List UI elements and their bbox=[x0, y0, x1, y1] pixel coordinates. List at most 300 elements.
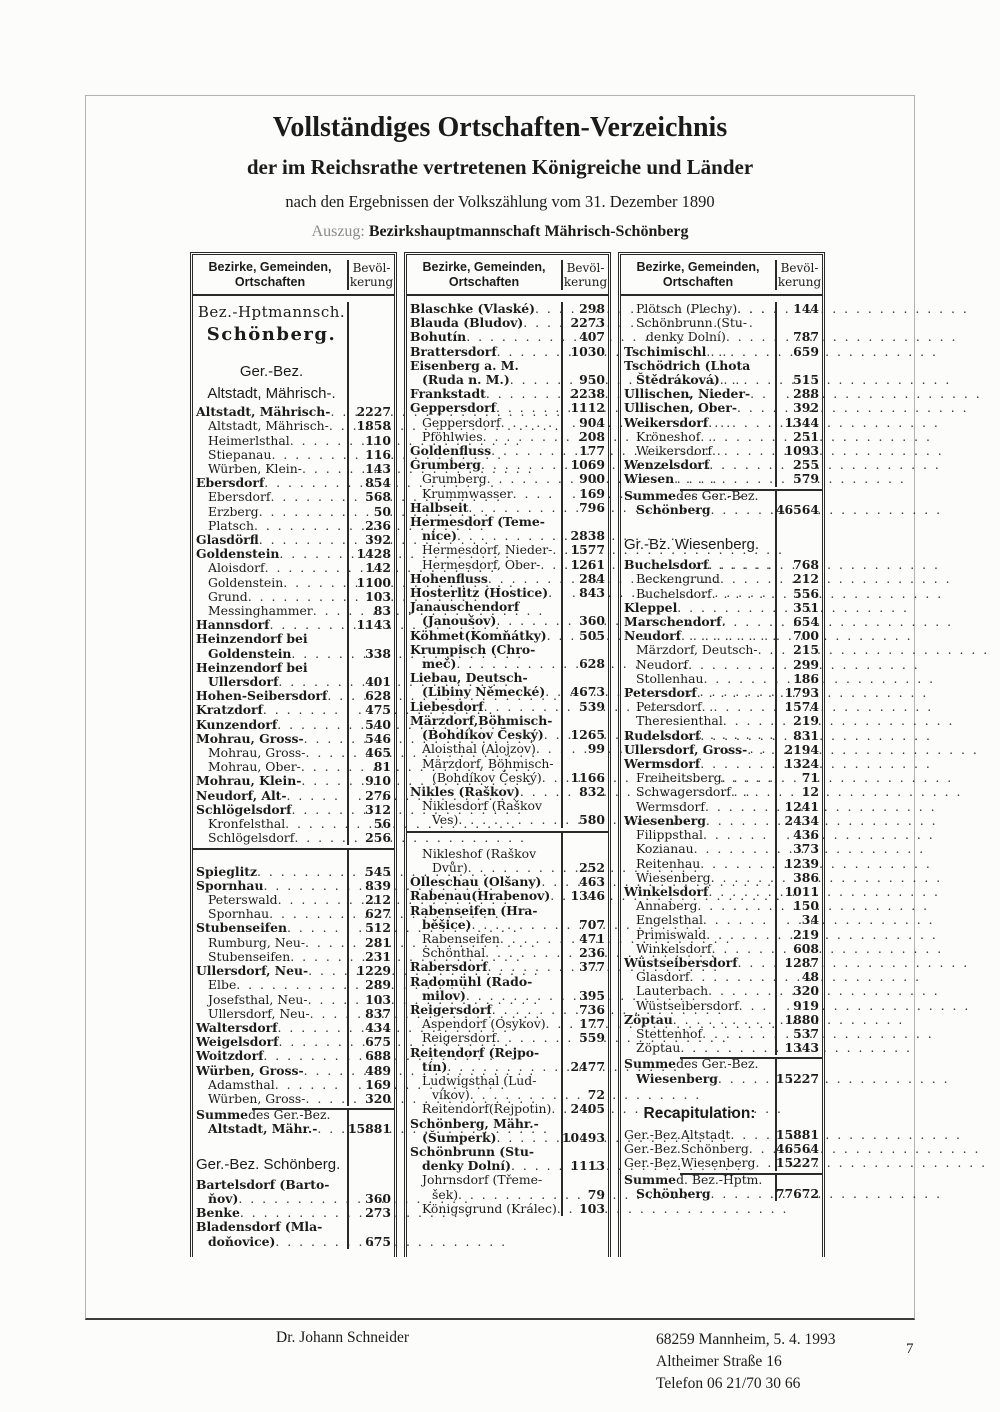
place-name-cell bbox=[193, 462, 347, 476]
element bbox=[422, 430, 561, 444]
table-row bbox=[407, 643, 608, 671]
dot-leader bbox=[704, 672, 936, 686]
place-name: Stiepanau bbox=[208, 446, 272, 462]
place-name: Liebesdorf bbox=[410, 698, 484, 714]
column-header bbox=[193, 255, 394, 296]
place-name-cell bbox=[621, 885, 775, 899]
table-row bbox=[193, 1092, 394, 1106]
dot-leader bbox=[738, 956, 970, 970]
table-row bbox=[621, 814, 822, 828]
table-row bbox=[407, 359, 608, 387]
table-column bbox=[618, 252, 825, 1257]
dot-leader bbox=[708, 984, 940, 998]
place-name-cell bbox=[407, 401, 561, 415]
table-row bbox=[193, 547, 394, 561]
table-row bbox=[621, 828, 822, 842]
element bbox=[193, 361, 347, 383]
element bbox=[624, 686, 775, 700]
table-row bbox=[621, 472, 822, 486]
place-name-cell bbox=[407, 714, 561, 742]
place-name-cell bbox=[621, 956, 775, 970]
place-name-cell bbox=[193, 405, 347, 419]
table-row bbox=[193, 561, 394, 575]
table-row bbox=[193, 718, 394, 732]
place-name-cell bbox=[621, 345, 775, 359]
place-name-cell bbox=[193, 1007, 347, 1021]
table-row bbox=[621, 785, 822, 799]
place-name: Pföhlwies bbox=[422, 428, 483, 444]
table-row bbox=[193, 964, 394, 978]
place-name: (Libiny Německé) bbox=[422, 684, 546, 700]
element bbox=[636, 842, 775, 856]
element bbox=[636, 1041, 775, 1055]
table-row bbox=[407, 1003, 608, 1017]
place-name-cell bbox=[193, 1092, 347, 1106]
table-row bbox=[193, 618, 394, 632]
excerpt-line bbox=[86, 222, 914, 241]
place-name-cell bbox=[621, 999, 775, 1013]
population-value: 273 bbox=[365, 1205, 391, 1221]
population-value: 392 bbox=[793, 400, 819, 416]
table-row bbox=[621, 700, 822, 714]
table-row bbox=[193, 590, 394, 604]
place-name-cell bbox=[621, 984, 775, 998]
table-body bbox=[407, 296, 608, 1257]
place-name-cell bbox=[407, 430, 561, 444]
population-value: 77672 bbox=[775, 1185, 819, 1201]
place-name-cell bbox=[193, 950, 347, 964]
table-row bbox=[621, 729, 822, 743]
place-name: (Bohdíkov Český) bbox=[432, 769, 542, 785]
place-name: Hohenfluss bbox=[410, 570, 488, 586]
table-row bbox=[407, 458, 608, 472]
place-name-cell bbox=[407, 586, 561, 600]
element bbox=[422, 847, 561, 861]
column-header-line: kerung bbox=[777, 275, 822, 289]
place-name-cell bbox=[193, 803, 347, 817]
place-name: Niklesdorf (Raškov bbox=[422, 798, 542, 814]
place-name-cell bbox=[407, 472, 561, 486]
table-row bbox=[407, 472, 608, 486]
section-heading bbox=[193, 361, 394, 383]
place-name: Märzdorf, Böhmisch- bbox=[422, 755, 554, 771]
place-name-cell bbox=[621, 700, 775, 714]
population-value: 608 bbox=[793, 940, 819, 956]
population-value: 208 bbox=[579, 428, 605, 444]
element bbox=[410, 330, 561, 344]
place-name: Liebau, Deutsch- bbox=[410, 670, 528, 686]
place-name-cell bbox=[193, 1021, 347, 1035]
population-value: 252 bbox=[579, 859, 605, 875]
element bbox=[410, 359, 561, 373]
place-name: Theresienthal bbox=[636, 713, 723, 729]
population-value: 407 bbox=[579, 329, 605, 345]
element bbox=[196, 1235, 347, 1249]
place-name: Heimerlsthal bbox=[208, 432, 290, 448]
place-name-cell bbox=[407, 1074, 561, 1102]
table-column bbox=[404, 252, 611, 1257]
element bbox=[636, 928, 775, 942]
dot-leader bbox=[681, 629, 913, 643]
place-name-cell bbox=[193, 1108, 347, 1136]
population-value: 289 bbox=[365, 977, 391, 993]
place-name-cell bbox=[621, 970, 775, 984]
population-value: 231 bbox=[365, 948, 391, 964]
place-name: běšice) bbox=[422, 916, 472, 932]
place-name: Reitendorf(Rejpotin) bbox=[422, 1101, 552, 1117]
dot-leader bbox=[677, 601, 909, 615]
place-name-cell bbox=[407, 799, 561, 827]
population-value: 654 bbox=[793, 614, 819, 630]
place-name-cell bbox=[621, 302, 775, 316]
element bbox=[422, 757, 561, 771]
place-name: Schönberg bbox=[636, 501, 711, 517]
population-value: 177 bbox=[579, 1016, 605, 1032]
element bbox=[193, 850, 347, 864]
place-name: Freiheitsberg bbox=[636, 770, 722, 786]
element: Summe d. Bez.-Hptm. bbox=[624, 1171, 763, 1187]
dot-leader bbox=[747, 743, 979, 757]
table-row bbox=[407, 875, 608, 889]
place-name: Schlögelsdorf bbox=[196, 801, 292, 817]
place-name-cell bbox=[407, 742, 561, 756]
table-row bbox=[407, 1031, 608, 1045]
place-name-cell bbox=[621, 743, 775, 757]
place-name: Würben, Klein- bbox=[208, 461, 302, 476]
place-name: Reitenhau bbox=[636, 855, 701, 871]
place-name: Wiesenberg bbox=[624, 812, 706, 828]
place-name-cell bbox=[193, 978, 347, 992]
element bbox=[636, 771, 775, 785]
table-row bbox=[407, 671, 608, 699]
ortschaften-table bbox=[190, 252, 824, 1257]
place-name-cell bbox=[621, 686, 775, 700]
population-value: 2434 bbox=[784, 812, 819, 828]
place-name-cell bbox=[621, 472, 775, 486]
population-value: 1261 bbox=[570, 556, 605, 572]
place-name-cell bbox=[193, 746, 347, 760]
place-name-cell bbox=[621, 814, 775, 828]
element bbox=[636, 700, 775, 714]
population-value: 688 bbox=[365, 1048, 391, 1064]
population-value: 434 bbox=[365, 1019, 391, 1035]
place-name-cell bbox=[621, 714, 775, 728]
place-name: Wüstseibersdorf bbox=[624, 954, 738, 970]
table-row bbox=[621, 714, 822, 728]
population-value: 392 bbox=[365, 532, 391, 548]
place-name-cell bbox=[621, 913, 775, 927]
table-row bbox=[621, 489, 822, 517]
dot-leader bbox=[680, 1041, 912, 1055]
element bbox=[196, 718, 347, 732]
population-value: 256 bbox=[365, 830, 391, 846]
table-row bbox=[193, 1035, 394, 1049]
place-name-cell bbox=[621, 615, 775, 629]
dot-leader bbox=[720, 373, 952, 387]
section-heading-text: Bez.-Hptmannsch. bbox=[197, 303, 346, 321]
population-value: 212 bbox=[365, 892, 391, 908]
population-value: 537 bbox=[793, 1025, 819, 1041]
table-row bbox=[193, 936, 394, 950]
element bbox=[410, 501, 561, 515]
place-name-cell bbox=[407, 643, 561, 671]
table-row bbox=[193, 1108, 394, 1136]
population-value: 186 bbox=[793, 670, 819, 686]
place-name: Winkelsdorf bbox=[624, 883, 709, 899]
element bbox=[208, 936, 347, 950]
place-name: Buchelsdorf bbox=[636, 585, 712, 601]
population-value: 1241 bbox=[784, 798, 819, 814]
place-name: Schönberg bbox=[636, 1185, 711, 1201]
population-value: 1880 bbox=[784, 1011, 819, 1027]
table-row bbox=[407, 302, 608, 316]
place-name-cell bbox=[407, 359, 561, 387]
table-row bbox=[193, 1007, 394, 1021]
place-name: Lauterbach bbox=[636, 983, 709, 999]
table-row bbox=[193, 817, 394, 831]
place-name-cell bbox=[407, 700, 561, 714]
element bbox=[636, 800, 775, 814]
population-value: 360 bbox=[365, 1190, 391, 1206]
place-name: Primiswald bbox=[636, 926, 707, 942]
place-name: (Bohdíkov Český) bbox=[422, 727, 544, 743]
place-name-cell bbox=[621, 785, 775, 799]
population-value: 489 bbox=[365, 1062, 391, 1078]
element bbox=[410, 529, 561, 543]
population-cell bbox=[347, 383, 394, 405]
population-value: 832 bbox=[579, 783, 605, 799]
dot-leader bbox=[709, 458, 941, 472]
dot-leader bbox=[700, 729, 932, 743]
page-border bbox=[85, 95, 915, 1392]
element bbox=[196, 1021, 347, 1035]
place-name: tín) bbox=[422, 1058, 448, 1074]
table-row bbox=[193, 604, 394, 618]
dot-leader bbox=[705, 800, 937, 814]
table-row bbox=[621, 558, 822, 572]
population-value: 839 bbox=[365, 877, 391, 893]
place-name: Würben, Gross- bbox=[196, 1062, 304, 1078]
place-name-cell bbox=[193, 1064, 347, 1078]
population-value: 1239 bbox=[784, 855, 819, 871]
population-value: 143 bbox=[365, 461, 391, 476]
section-heading-text: Schönberg. bbox=[206, 324, 337, 345]
place-name-cell bbox=[407, 1017, 561, 1031]
population-value: 1346 bbox=[570, 888, 605, 904]
element bbox=[624, 1187, 775, 1201]
element bbox=[624, 503, 775, 517]
dot-leader bbox=[706, 345, 938, 359]
population-cell bbox=[347, 850, 394, 864]
population-value: 401 bbox=[365, 674, 391, 690]
section-heading-text: Ger.-Bez. bbox=[239, 363, 304, 381]
table-row bbox=[621, 757, 822, 771]
place-name-cell bbox=[193, 618, 347, 632]
population-value: 281 bbox=[365, 934, 391, 950]
place-name-cell bbox=[621, 601, 775, 615]
recap-prefix: Ger.-Bez. bbox=[624, 1155, 681, 1171]
population-value: 71 bbox=[801, 770, 819, 786]
population-value: 99 bbox=[587, 741, 605, 757]
place-name-cell bbox=[407, 1003, 561, 1017]
population-value: 843 bbox=[579, 585, 605, 601]
table-row bbox=[621, 942, 822, 956]
element bbox=[624, 416, 775, 430]
place-name: Krummwasser bbox=[422, 485, 513, 501]
table-row bbox=[621, 913, 822, 927]
element bbox=[636, 785, 775, 799]
element bbox=[208, 817, 347, 831]
dot-leader bbox=[690, 970, 922, 984]
element bbox=[624, 885, 775, 899]
place-name: Zöptau bbox=[624, 1011, 673, 1027]
population-value: 2238 bbox=[570, 386, 605, 402]
footer-author: Dr. Johann Schneider bbox=[276, 1329, 410, 1346]
dot-leader bbox=[712, 942, 944, 956]
place-name: Würben, Gross- bbox=[208, 1090, 306, 1106]
place-name-cell bbox=[193, 604, 347, 618]
table-row bbox=[621, 928, 822, 942]
element bbox=[624, 729, 775, 743]
population-value: 338 bbox=[365, 645, 391, 661]
place-name-cell bbox=[193, 907, 347, 921]
table-row bbox=[193, 689, 394, 703]
place-name-cell bbox=[407, 487, 561, 501]
element bbox=[208, 604, 347, 618]
place-name: Hermesdorf (Teme- bbox=[410, 514, 545, 530]
place-name-cell bbox=[407, 316, 561, 330]
table-row bbox=[193, 746, 394, 760]
table-row bbox=[193, 879, 394, 893]
dot-leader bbox=[712, 444, 944, 458]
place-name: Rabenseifen (Hra- bbox=[410, 902, 538, 918]
place-name-cell bbox=[193, 831, 347, 845]
element bbox=[410, 316, 561, 330]
element bbox=[624, 359, 775, 373]
place-name: Woitzdorf bbox=[196, 1048, 264, 1064]
table-row bbox=[193, 907, 394, 921]
place-name: Spieglitz bbox=[196, 863, 258, 879]
place-name: Beckengrund bbox=[636, 571, 720, 587]
place-name: Marschendorf bbox=[624, 614, 722, 630]
table-row bbox=[621, 970, 822, 984]
place-name-cell bbox=[407, 975, 561, 1003]
place-name: Heinzendorf bei bbox=[196, 659, 308, 675]
dot-leader bbox=[730, 1128, 962, 1142]
spacer bbox=[621, 517, 822, 531]
place-name: Aloisthal (Alojzov) bbox=[422, 741, 536, 757]
place-name-cell bbox=[193, 1220, 347, 1248]
place-name: Rumburg, Neu- bbox=[208, 934, 306, 950]
place-name-cell bbox=[193, 632, 347, 660]
place-name: Aloisdorf bbox=[208, 560, 265, 576]
dot-leader bbox=[673, 1013, 905, 1027]
place-name: Glasdörfl bbox=[196, 532, 259, 548]
table-row bbox=[407, 1017, 608, 1031]
population-value: 34 bbox=[801, 912, 819, 928]
element bbox=[196, 547, 347, 561]
place-name: Goldenstein bbox=[208, 645, 292, 661]
place-name: Königsgrund (Králec) bbox=[422, 1200, 557, 1216]
place-name: Annaberg bbox=[636, 898, 698, 914]
table-row bbox=[621, 857, 822, 871]
place-name: Wüstseibersdorf bbox=[636, 997, 739, 1013]
element bbox=[422, 558, 561, 572]
table-row bbox=[407, 742, 608, 756]
place-name-cell bbox=[193, 590, 347, 604]
place-name: Hohen-Seibersdorf bbox=[196, 688, 328, 704]
place-name-cell bbox=[193, 879, 347, 893]
element bbox=[422, 1188, 561, 1202]
element bbox=[636, 430, 775, 444]
place-name: Ebersdorf bbox=[208, 489, 271, 505]
place-name: Schönberg bbox=[680, 1141, 749, 1157]
population-value: 219 bbox=[793, 926, 819, 942]
place-name: Goldenstein bbox=[196, 546, 280, 562]
element bbox=[208, 746, 347, 760]
place-name: denky Dolní) bbox=[422, 1158, 511, 1174]
population-value: 79 bbox=[587, 1186, 605, 1202]
population-value: 144 bbox=[793, 301, 819, 316]
place-name-cell bbox=[407, 1117, 561, 1145]
place-name: Rabenseifen bbox=[422, 930, 500, 946]
place-name: Rudelsdorf bbox=[624, 727, 701, 743]
element bbox=[410, 1145, 561, 1159]
dot-leader bbox=[722, 771, 954, 785]
place-name-cell bbox=[407, 543, 561, 557]
table-row bbox=[407, 401, 608, 415]
table-row bbox=[193, 490, 394, 504]
element bbox=[410, 600, 561, 614]
footer-street: Altheimer Straße 16 bbox=[656, 1353, 782, 1370]
place-name: Schönthal bbox=[422, 945, 486, 961]
divider bbox=[407, 831, 608, 847]
element bbox=[636, 316, 775, 330]
population-value: 2194 bbox=[784, 741, 819, 757]
element bbox=[410, 444, 561, 458]
place-name: Schönberg, Mähr.- bbox=[410, 1115, 539, 1131]
place-name: Bartelsdorf (Barto- bbox=[196, 1176, 330, 1192]
table-row bbox=[621, 345, 822, 359]
column-header-line: Bezirke, Gemeinden, bbox=[422, 260, 546, 274]
population-value: 103 bbox=[579, 1200, 605, 1216]
population-value: 15227 bbox=[775, 1070, 819, 1086]
table-row bbox=[407, 1074, 608, 1102]
section-heading bbox=[621, 1100, 822, 1128]
population-value: 512 bbox=[365, 920, 391, 936]
population-value: 169 bbox=[365, 1076, 391, 1092]
population-value: 177 bbox=[579, 443, 605, 459]
element bbox=[196, 703, 347, 717]
dot-leader bbox=[697, 686, 929, 700]
place-name: Neudorf bbox=[636, 656, 689, 672]
population-value: 854 bbox=[365, 475, 391, 491]
population-value: 103 bbox=[365, 588, 391, 604]
footer-address bbox=[656, 1329, 836, 1395]
element bbox=[636, 857, 775, 871]
element bbox=[196, 533, 347, 547]
population-value: 787 bbox=[793, 329, 819, 345]
population-value: 81 bbox=[373, 759, 391, 775]
place-name: meč) bbox=[422, 656, 457, 672]
table-row bbox=[407, 1145, 608, 1173]
place-name-cell bbox=[193, 921, 347, 935]
place-name: Mohrau, Gross- bbox=[208, 745, 306, 761]
dot-leader bbox=[697, 899, 929, 913]
table-row bbox=[621, 302, 822, 316]
table-row bbox=[407, 572, 608, 586]
element bbox=[410, 401, 561, 415]
